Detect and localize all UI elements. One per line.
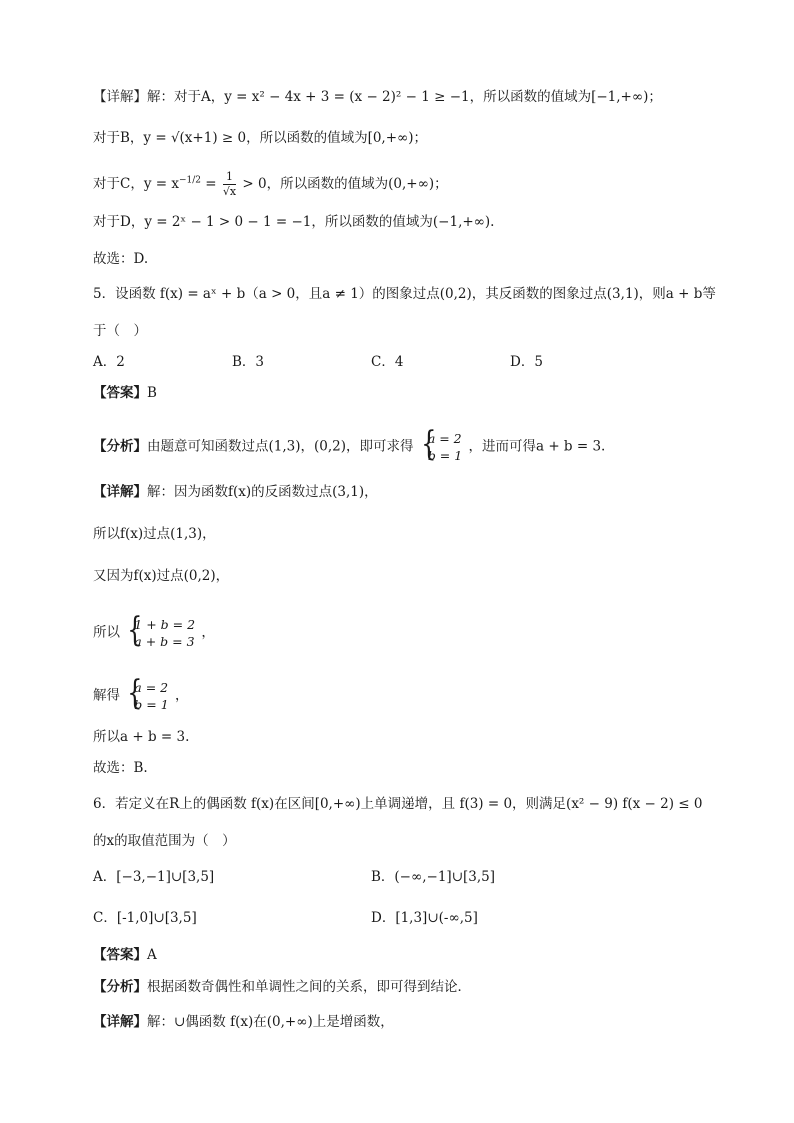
detail-tag: 【详解】	[93, 1014, 147, 1030]
analysis-text: 根据函数奇偶性和单调性之间的关系，即可得到结论．	[147, 979, 471, 995]
equation-system	[126, 679, 168, 713]
solution-line-a: 【详解】解：对于A，y = x² − 4x + 3 = (x − 2)² − 1 ≥ −1，所以函数的值域为[−1,+∞)；	[93, 89, 662, 105]
system-row-2: b = 1	[134, 697, 169, 712]
q5-option-a: A．2	[93, 354, 125, 370]
question-5-line-1: 5．设函数 f(x) = aˣ + b（a > 0，且a ≠ 1）的图象过点(0,2)，其反函数的图象过点(3,1)，则a + b等	[93, 286, 716, 302]
q5-analysis	[93, 430, 605, 464]
q6-option-c: C．[-1,0]∪[3,5]	[93, 910, 197, 926]
solution-line-c-end: > 0，所以函数的值域为(0,+∞)；	[242, 176, 448, 192]
step-1: 所以f(x)过点(1,3)，	[93, 526, 216, 542]
system-row-2: b = 1	[427, 448, 463, 463]
step-2: 又因为f(x)过点(0,2)，	[93, 568, 230, 584]
step-3-start: 所以	[93, 624, 120, 641]
q5-detail	[93, 482, 378, 502]
exponent: −1/2	[178, 175, 201, 186]
analysis-tag: 【分析】	[93, 438, 147, 455]
q6-answer	[93, 945, 157, 965]
answer-tag: 【答案】	[93, 947, 147, 963]
fraction-numerator: 1	[223, 170, 236, 185]
step-4	[93, 679, 188, 713]
system-row-1: { a = 2	[134, 680, 169, 695]
step-3-end: ，	[201, 624, 215, 641]
answer-value: A	[147, 947, 157, 963]
step-4-start: 解得	[93, 687, 120, 704]
fraction-denominator: √x	[222, 185, 237, 198]
question-6-line-1: 6．若定义在R上的偶函数 f(x)在区间[0,+∞)上单调递增，且 f(3) = 0，则满足(x² − 9) f(x − 2) ≤ 0	[93, 796, 703, 812]
system-row-1: { a = 2	[427, 431, 462, 446]
solution-line-d: 对于D，y = 2ˣ − 1 > 0 − 1 = −1，所以函数的值域为(−1,+∞).	[93, 214, 495, 230]
q6-option-d: D．[1,3]∪(-∞,5]	[371, 910, 478, 926]
question-6-line-2: 的x的取值范围为（ ）	[93, 833, 236, 849]
detail-text: 解：∪偶函数 f(x)在(0,+∞)上是增函数，	[147, 1014, 394, 1030]
step-3	[93, 616, 215, 650]
analysis-text-end: ，进而可得a + b = 3.	[468, 438, 606, 455]
q6-option-a: A．[−3,−1]∪[3,5]	[93, 869, 215, 885]
q6-detail	[93, 1012, 394, 1032]
q5-option-d: D．5	[510, 354, 543, 370]
equals-sign: =	[205, 176, 217, 192]
q5-answer	[93, 383, 157, 403]
answer-value: B	[147, 385, 157, 401]
analysis-tag: 【分析】	[93, 979, 147, 995]
step-6: 故选：B.	[93, 760, 148, 776]
fraction	[223, 170, 236, 199]
solution-line-c	[93, 170, 448, 199]
analysis-text: 由题意可知函数过点(1,3)，(0,2)，即可求得	[147, 438, 414, 455]
equation-system	[420, 430, 462, 464]
answer-tag: 【答案】	[93, 385, 147, 401]
detail-tag: 【详解】	[93, 484, 147, 500]
question-5-line-2: 于（ ）	[93, 323, 147, 339]
equation-system	[126, 616, 195, 650]
solution-line-c-start: 对于C，y = x	[93, 176, 179, 192]
q6-option-b: B．(−∞,−1]∪[3,5]	[371, 869, 496, 885]
system-row-2: a + b = 3	[134, 634, 195, 649]
step-4-end: ，	[174, 687, 189, 704]
step-5: 所以a + b = 3.	[93, 729, 190, 745]
system-row-1: { 1 + b = 2	[134, 617, 196, 632]
detail-text: 解：因为函数f(x)的反函数过点(3,1)，	[147, 484, 378, 500]
q6-analysis	[93, 977, 471, 997]
q5-option-b: B．3	[232, 354, 265, 370]
solution-line-b: 对于B，y = √(x+1) ≥ 0，所以函数的值域为[0,+∞)；	[93, 130, 428, 146]
q5-option-c: C．4	[371, 354, 404, 370]
answer-choice-line: 故选：D.	[93, 251, 149, 267]
